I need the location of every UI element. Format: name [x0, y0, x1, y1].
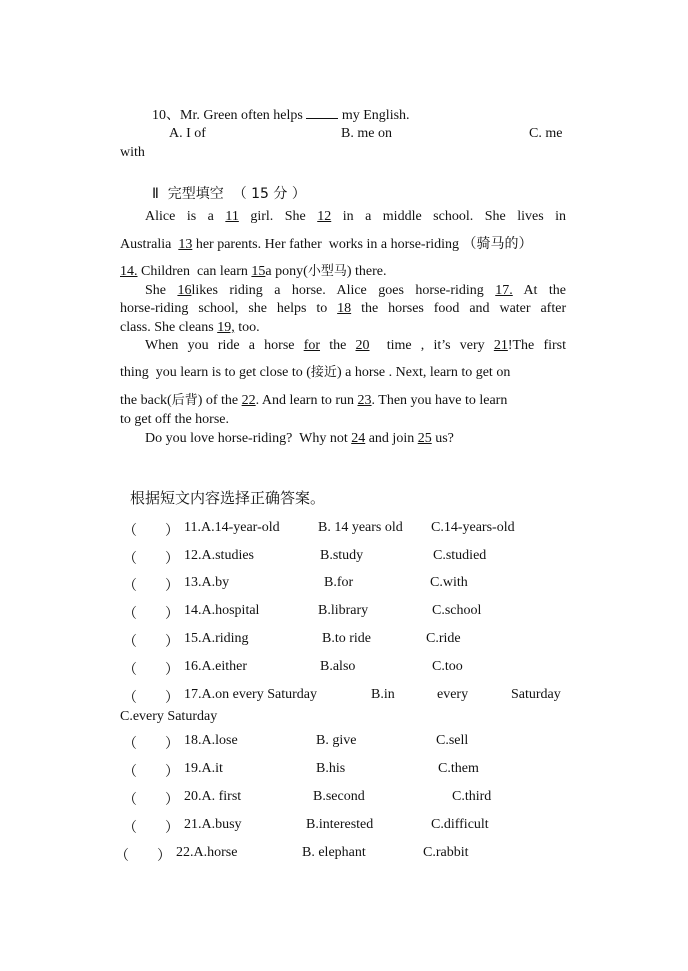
passage-line-4: She 16likes riding a horse. Alice goes horse-riding 17. At the: [145, 283, 566, 298]
passage-line-10: to get off the horse.: [120, 412, 229, 427]
passage-line-8: thing you learn is to get close to (接近) a horse . Next, learn to get on: [120, 365, 511, 380]
q10-number: 10、: [152, 108, 180, 123]
answer-paren[interactable]: （ ）: [123, 792, 179, 808]
blank-15: 15: [251, 264, 266, 279]
blank-21: 21: [493, 338, 508, 353]
answer-paren[interactable]: （ ）: [123, 523, 179, 539]
answer-paren[interactable]: （ ）: [123, 578, 179, 594]
gloss-back: 后背: [171, 393, 198, 408]
passage-line-2: Australia 13 her parents. Her father works in a horse-riding （骑马的）: [120, 236, 533, 252]
instruction: 根据短文内容选择正确答案。: [130, 489, 326, 507]
section-heading: [152, 183, 306, 203]
q10-stem: [152, 104, 410, 124]
blank-23: 23: [357, 393, 372, 408]
passage-line-7: When you ride a horse for the 20 time , it’s very 21!The first: [145, 338, 567, 353]
answer-paren[interactable]: （ ）: [123, 634, 179, 650]
answer-paren[interactable]: （ ）: [115, 848, 171, 864]
blank-17: 17.: [495, 283, 513, 298]
passage-line-6: class. She cleans 19, too.: [120, 320, 260, 335]
section-number: Ⅱ: [152, 186, 159, 202]
q10-option-b: B. me on: [341, 126, 392, 141]
gloss-close: 接近: [310, 365, 337, 380]
gloss-horse-riding: （骑马的）: [462, 236, 533, 252]
blank-25: 25: [417, 431, 432, 446]
passage-line-1: Alice is a 11 girl. She 12 in a middle school. She lives in: [145, 209, 567, 224]
passage-line-3: 14. Children can learn 15a pony(小型马) there.: [120, 264, 387, 279]
blank-16: 16: [177, 283, 192, 298]
answer-paren[interactable]: （ ）: [123, 764, 179, 780]
answer-paren[interactable]: （ ）: [123, 606, 179, 622]
blank-24: 24: [351, 431, 366, 446]
answer-paren[interactable]: （ ）: [123, 820, 179, 836]
answer-paren[interactable]: （ ）: [123, 662, 179, 678]
q10-stem-a: Mr. Green often helps: [180, 108, 303, 123]
section-title: 完型填空: [167, 186, 224, 202]
passage-line-11: Do you love horse-riding? Why not 24 and join 25 us?: [145, 431, 454, 446]
for-word: for: [303, 338, 321, 353]
blank-12: 12: [317, 209, 332, 224]
answer-paren[interactable]: （ ）: [123, 690, 179, 706]
passage-line-9: the back(后背) of the 22. And learn to run 23. Then you have to learn: [120, 393, 508, 408]
passage-line-5: horse-riding school, she helps to 18 the horses food and water after: [120, 301, 567, 316]
blank-13: 13: [178, 237, 193, 252]
q10-option-a: A. I of: [169, 126, 206, 141]
blank-18: 18: [337, 301, 352, 316]
blank-19: 19,: [217, 320, 235, 335]
q10-blank: [306, 106, 338, 119]
q10-option-c-cont: with: [120, 145, 145, 160]
blank-14: 14.: [120, 264, 138, 279]
answer-paren[interactable]: （ ）: [123, 736, 179, 752]
q10-option-c: C. me: [529, 126, 563, 141]
gloss-pony: 小型马: [307, 264, 347, 279]
blank-20: 20: [355, 338, 370, 353]
section-score: （ 15 分 ）: [232, 186, 306, 202]
blank-11: 11: [225, 209, 239, 224]
q10-stem-b: my English.: [341, 108, 410, 123]
blank-22: 22: [241, 393, 256, 408]
answer-paren[interactable]: （ ）: [123, 551, 179, 567]
